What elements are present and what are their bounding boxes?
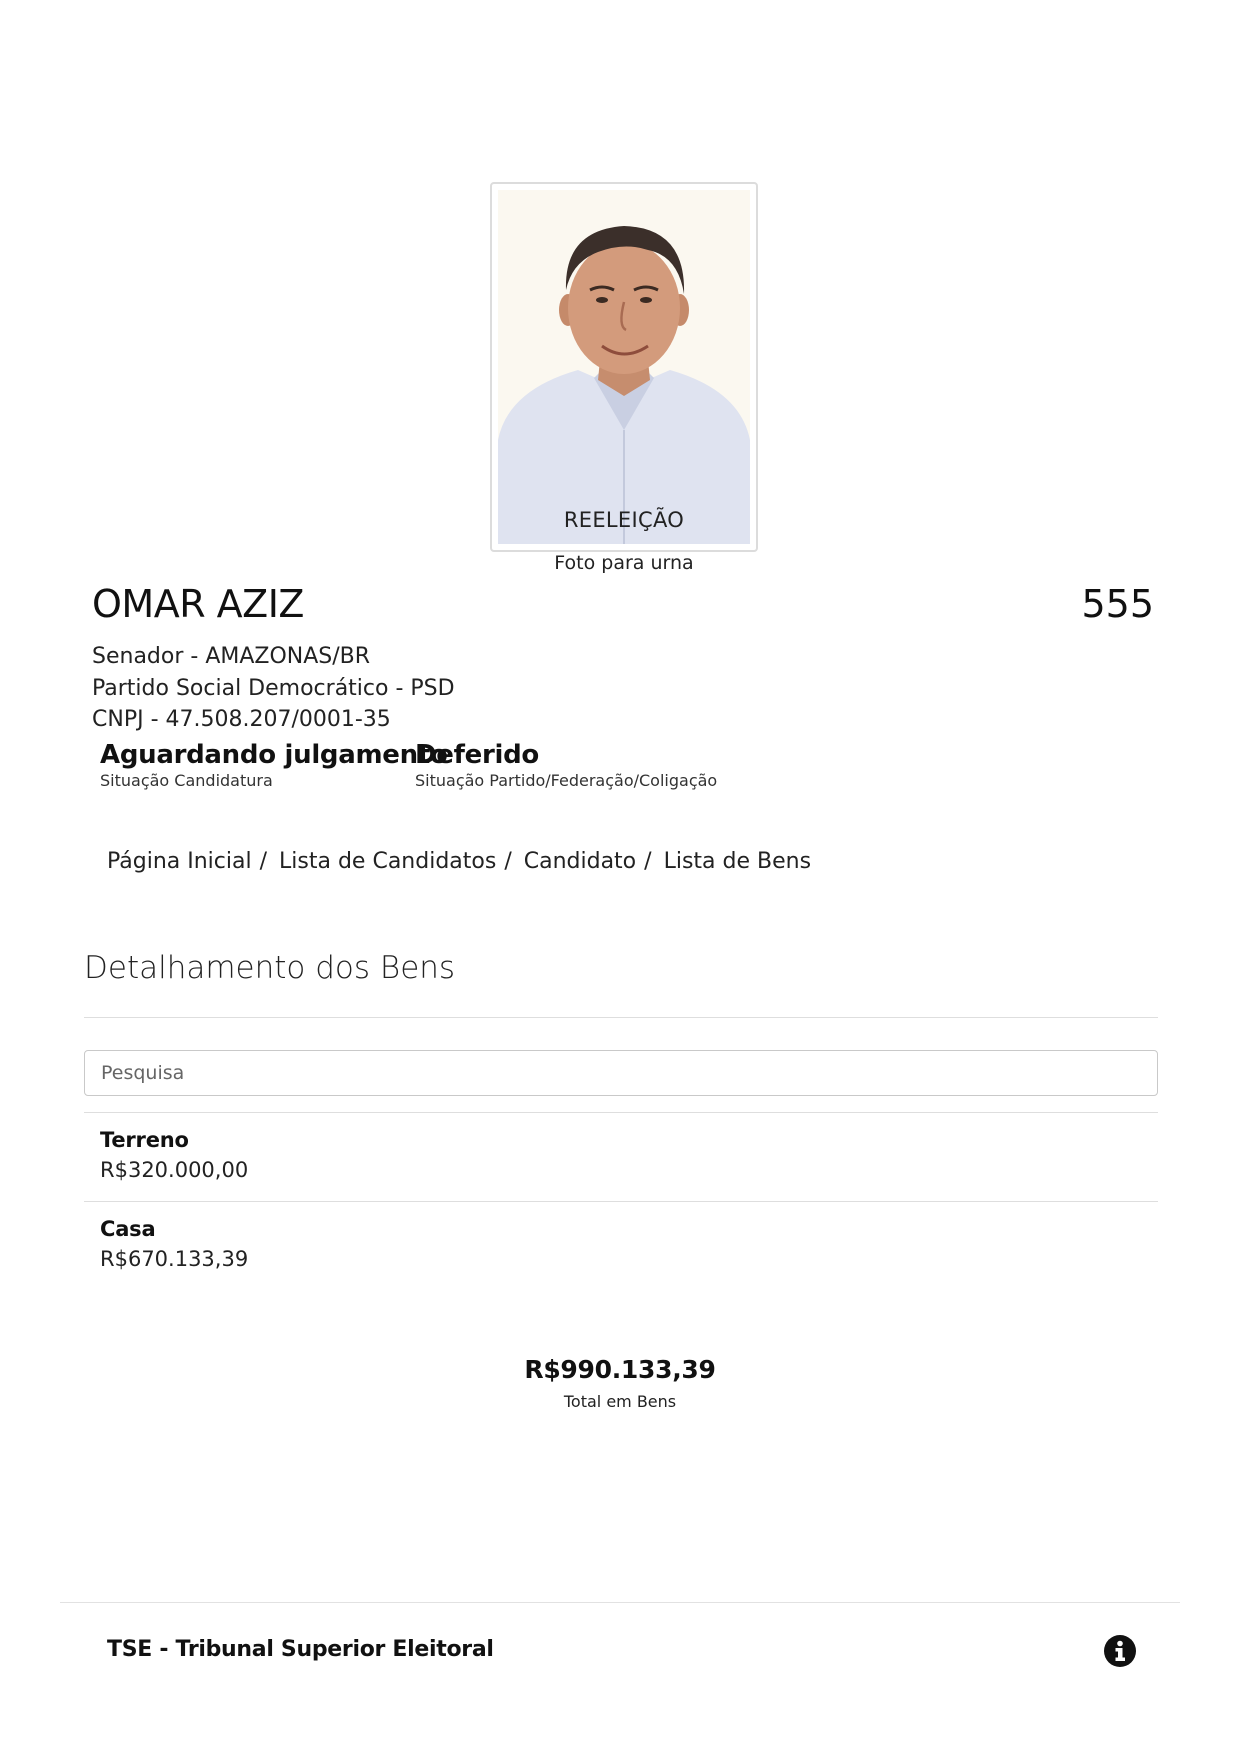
footer-divider (60, 1602, 1180, 1603)
asset-name: Terreno (100, 1128, 189, 1152)
footer-title: TSE - Tribunal Superior Eleitoral (107, 1637, 494, 1662)
asset-value: R$320.000,00 (100, 1158, 249, 1182)
party-status (415, 740, 717, 790)
candidate-party: Partido Social Democrático - PSD (92, 676, 455, 701)
candidate-cnpj: CNPJ - 47.508.207/0001-35 (92, 707, 391, 732)
asset-name: Casa (100, 1217, 156, 1241)
breadcrumb-separator: / (644, 849, 652, 874)
candidate-photo-card (490, 182, 758, 552)
assets-total-label: Total em Bens (563, 1392, 677, 1411)
candidate-number: 555 (1081, 582, 1154, 626)
assets-total-value: R$990.133,39 (524, 1355, 716, 1384)
breadcrumb-separator: / (504, 849, 512, 874)
breadcrumb-asset-list[interactable]: Lista de Bens (663, 849, 812, 874)
candidate-name: OMAR AZIZ (92, 582, 304, 626)
breadcrumb-candidate-list[interactable]: Lista de Candidatos (279, 849, 497, 874)
search-input[interactable] (84, 1050, 1158, 1096)
asset-value: R$670.133,39 (100, 1247, 249, 1271)
section-title: Detalhamento dos Bens (84, 950, 456, 986)
divider (84, 1017, 1158, 1018)
candidacy-status (100, 740, 448, 790)
candidate-portrait-image (498, 190, 750, 544)
photo-caption: Foto para urna (554, 552, 694, 574)
assets-total (0, 1355, 1240, 1411)
asset-item[interactable] (100, 1128, 248, 1182)
party-status-label: Situação Partido/Federação/Coligação (415, 771, 718, 790)
candidate-office: Senador - AMAZONAS/BR (92, 644, 371, 669)
info-icon[interactable] (1103, 1634, 1137, 1668)
divider (84, 1201, 1158, 1202)
reelection-badge: REELEIÇÃO (563, 508, 685, 532)
divider (84, 1112, 1158, 1113)
breadcrumb (107, 849, 811, 874)
breadcrumb-separator: / (259, 849, 268, 874)
party-status-value: Deferido (415, 740, 539, 770)
asset-item[interactable] (100, 1217, 248, 1271)
breadcrumb-candidate[interactable]: Candidato (523, 849, 637, 874)
breadcrumb-home[interactable]: Página Inicial (107, 849, 252, 874)
candidate-photo (498, 190, 750, 544)
candidacy-status-label: Situação Candidatura (100, 771, 273, 790)
candidacy-status-value: Aguardando julgamento (100, 740, 448, 770)
